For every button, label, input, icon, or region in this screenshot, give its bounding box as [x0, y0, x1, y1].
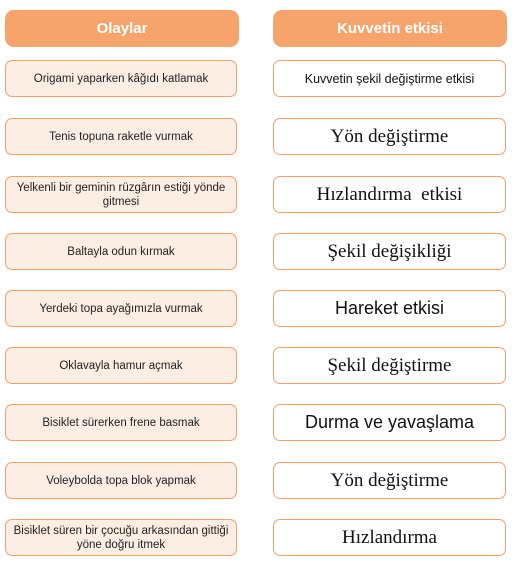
table-row [0, 519, 515, 558]
table-row [0, 118, 515, 157]
answer-cell: Yön değiştirme [273, 118, 506, 155]
answer-cell: Hareket etkisi [273, 290, 506, 327]
table-row [0, 60, 515, 99]
answer-cell: Yön değiştirme [273, 462, 506, 499]
answer-cell: Kuvvetin şekil değiştirme etkisi [273, 60, 506, 97]
event-cell: Oklavayla hamur açmak [5, 347, 237, 384]
event-cell: Voleybolda topa blok yapmak [5, 462, 237, 499]
event-cell: Origami yaparken kâğıdı katlamak [5, 60, 237, 97]
event-cell: Bisiklet süren bir çocuğu arkasından gittiği yöne doğru itmek [5, 519, 237, 556]
table-row [0, 347, 515, 386]
header-events: Olaylar [5, 10, 239, 47]
answer-cell: Hızlandırma [273, 519, 506, 556]
table-row [0, 462, 515, 501]
header-effect: Kuvvetin etkisi [273, 10, 507, 47]
table-row [0, 404, 515, 443]
table-row [0, 233, 515, 272]
event-cell: Tenis topuna raketle vurmak [5, 118, 237, 155]
answer-cell: Durma ve yavaşlama [273, 404, 506, 441]
answer-cell: Şekil değiştirme [273, 347, 506, 384]
table-row [0, 176, 515, 215]
event-cell: Yelkenli bir geminin rüzgârın estiği yönde gitmesi [5, 176, 237, 213]
event-cell: Baltayla odun kırmak [5, 233, 237, 270]
event-cell: Bisiklet sürerken frene basmak [5, 404, 237, 441]
table-row [0, 290, 515, 329]
answer-cell: Şekil değişikliği [273, 233, 506, 270]
answer-cell: Hızlandırma etkisi [273, 176, 506, 213]
event-cell: Yerdeki topa ayağımızla vurmak [5, 290, 237, 327]
